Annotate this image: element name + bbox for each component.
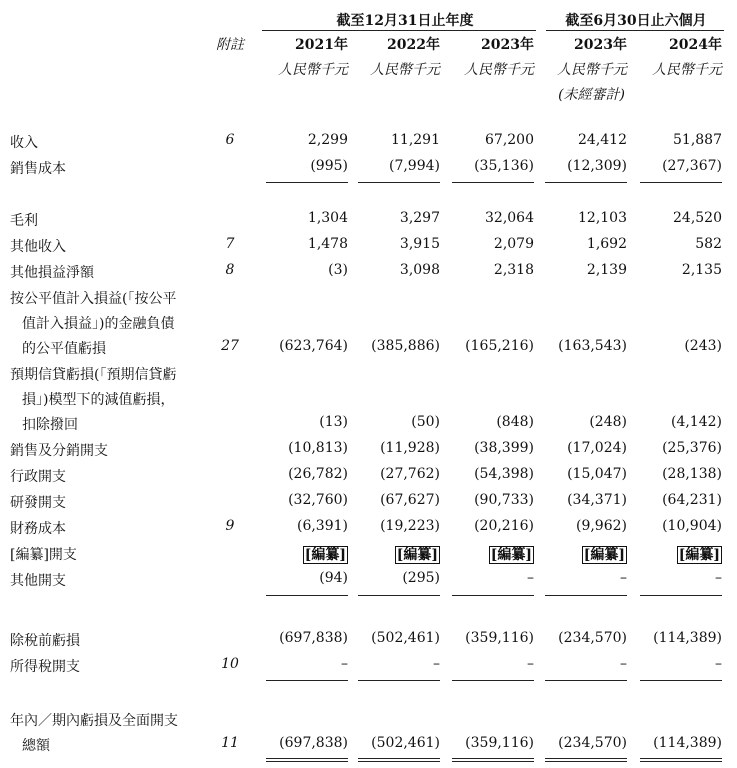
row-7-value-1: (11,928) (380, 440, 440, 456)
row-2-value-4: 24,520 (673, 210, 722, 226)
row-15-value-4: (114,389) (653, 735, 722, 752)
row-14-value-1: – (433, 656, 440, 672)
redacted-value: [編纂] (583, 547, 625, 563)
row-4-value-4: 2,135 (681, 262, 722, 278)
row-5-value-0: (623,764) (279, 338, 348, 355)
rule-row-12-col-1 (358, 595, 440, 596)
row-2-value-0: 1,304 (307, 210, 348, 226)
header-unaudited-note: (未經審計) (558, 87, 625, 103)
header-group-six-months: 截至6月30日止六個月 (565, 13, 707, 29)
row-0-value-0: 2,299 (307, 132, 348, 148)
row-label-8: 行政開支 (10, 469, 66, 485)
row-label-14: 所得稅開支 (10, 659, 80, 675)
row-note-3: 7 (225, 236, 235, 252)
header-year-1: 2022年 (387, 37, 440, 53)
row-15-value-0: (697,838) (279, 735, 348, 752)
row-10-value-4: (10,904) (662, 518, 722, 534)
rule-row-15-col-1 (358, 758, 440, 759)
row-12-value-3: – (620, 570, 627, 586)
row-11-value-4 (632, 544, 722, 564)
row-label-5-line-0: 按公平值計入損益(「按公平 (10, 291, 177, 307)
row-label-9: 研發開支 (10, 495, 66, 511)
row-15-value-3: (234,570) (558, 735, 627, 752)
rule-row-1-col-2 (452, 182, 534, 183)
row-label-15-line-0: 年內／期內虧損及全面開支 (10, 713, 178, 729)
row-11-value-1 (350, 544, 440, 564)
row-10-value-3: (9,962) (575, 518, 627, 534)
row-3-value-0: 1,478 (307, 236, 348, 252)
row-label-1: 銷售成本 (10, 161, 66, 177)
row-label-3: 其他收入 (10, 239, 66, 255)
row-label-5-line-1: 值計入損益」)的金融負債 (22, 316, 175, 333)
row-label-10: 財務成本 (10, 521, 66, 537)
row-0-value-4: 51,887 (673, 132, 722, 148)
header-unit-3: 人民幣千元 (557, 62, 627, 78)
header-year-0: 2021年 (295, 37, 348, 53)
row-9-value-1: (67,627) (380, 492, 440, 508)
row-2-value-2: 32,064 (485, 210, 534, 226)
header-unit-4: 人民幣千元 (652, 62, 722, 78)
row-14-value-2: – (527, 656, 534, 672)
header-unit-0: 人民幣千元 (278, 62, 348, 78)
rule-row-12-col-2 (452, 595, 534, 596)
row-label-6-line-2: 扣除撥回 (22, 417, 78, 434)
row-4-value-1: 3,098 (399, 262, 440, 278)
header-unit-1: 人民幣千元 (370, 62, 440, 78)
row-13-value-0: (697,838) (279, 630, 348, 646)
row-9-value-0: (32,760) (288, 492, 348, 508)
row-3-value-2: 2,079 (493, 236, 534, 252)
double-rule-col-3 (545, 761, 627, 762)
redacted-value: [編纂] (490, 547, 532, 563)
row-label-0: 收入 (10, 135, 38, 151)
row-13-value-4: (114,389) (653, 630, 722, 646)
row-10-value-1: (19,223) (380, 518, 440, 534)
row-0-value-2: 67,200 (485, 132, 534, 148)
row-13-value-2: (359,116) (465, 630, 534, 646)
row-6-value-1: (50) (411, 414, 440, 431)
row-12-value-0: (94) (319, 570, 348, 586)
header-unit-2: 人民幣千元 (464, 62, 534, 78)
rule-row-14-col-1 (358, 680, 440, 681)
row-2-value-1: 3,297 (399, 210, 440, 226)
row-8-value-3: (15,047) (567, 466, 627, 482)
rule-row-12-col-0 (266, 595, 348, 596)
row-10-value-2: (20,216) (474, 518, 534, 534)
redacted-value: [編纂] (678, 547, 720, 563)
row-5-value-2: (165,216) (465, 338, 534, 355)
row-label-7: 銷售及分銷開支 (10, 443, 108, 459)
row-11-value-0 (258, 544, 348, 564)
double-rule-col-1 (358, 761, 440, 762)
row-0-value-3: 24,412 (578, 132, 627, 148)
double-rule-col-2 (452, 761, 534, 762)
row-3-value-4: 582 (695, 236, 722, 252)
row-3-value-3: 1,692 (586, 236, 627, 252)
rule-row-14-col-3 (545, 680, 627, 681)
row-2-value-3: 12,103 (578, 210, 627, 226)
rule-row-15-col-2 (452, 758, 534, 759)
row-4-value-0: (3) (328, 262, 348, 278)
row-0-value-1: 11,291 (391, 132, 440, 148)
row-label-4: 其他損益淨額 (10, 265, 94, 281)
row-14-value-4: – (715, 656, 722, 672)
row-label-6-line-1: 損」)模型下的減值虧損， (22, 392, 175, 409)
row-note-4: 8 (225, 262, 235, 278)
row-9-value-4: (64,231) (662, 492, 722, 508)
double-rule-col-4 (640, 761, 722, 762)
header-year-3: 2023年 (574, 37, 627, 53)
row-6-value-4: (4,142) (670, 414, 722, 431)
row-7-value-0: (10,813) (288, 440, 348, 456)
row-note-5: 27 (221, 338, 239, 355)
row-9-value-2: (90,733) (474, 492, 534, 508)
rule-row-14-col-0 (266, 680, 348, 681)
rule-row-1-col-0 (266, 182, 348, 183)
header-group-fiscal-year-rule (262, 30, 536, 31)
row-15-value-2: (359,116) (465, 735, 534, 752)
rule-row-1-col-3 (545, 182, 627, 183)
row-5-value-4: (243) (684, 338, 722, 355)
rule-row-15-col-0 (266, 758, 348, 759)
row-4-value-2: 2,318 (493, 262, 534, 278)
redacted-value: [編纂] (304, 547, 346, 563)
row-1-value-1: (7,994) (388, 158, 440, 174)
row-7-value-2: (38,399) (474, 440, 534, 456)
rule-row-15-col-4 (640, 758, 722, 759)
rule-row-14-col-2 (452, 680, 534, 681)
row-1-value-0: (995) (310, 158, 348, 174)
row-12-value-4: – (715, 570, 722, 586)
double-rule-col-0 (266, 761, 348, 762)
row-15-value-1: (502,461) (371, 735, 440, 752)
row-6-value-0: (13) (319, 414, 348, 431)
rule-row-12-col-4 (640, 595, 722, 596)
header-group-six-months-rule (546, 30, 724, 31)
row-8-value-0: (26,782) (288, 466, 348, 482)
rule-row-1-col-4 (640, 182, 722, 183)
row-label-15-line-1: 總額 (22, 738, 50, 755)
header-group-fiscal-year: 截至12月31日止年度 (336, 13, 474, 29)
row-13-value-3: (234,570) (558, 630, 627, 646)
row-7-value-4: (25,376) (662, 440, 722, 456)
row-label-12: 其他開支 (10, 573, 66, 589)
row-label-5-line-2: 的公平值虧損 (22, 341, 106, 358)
row-14-value-3: – (620, 656, 627, 672)
redacted-value: [編纂] (396, 547, 438, 563)
row-1-value-4: (27,367) (662, 158, 722, 174)
row-6-value-2: (848) (496, 414, 534, 431)
row-9-value-3: (34,371) (567, 492, 627, 508)
row-10-value-0: (6,391) (296, 518, 348, 534)
row-note-14: 10 (221, 656, 239, 672)
row-note-15: 11 (221, 735, 239, 752)
row-5-value-3: (163,543) (558, 338, 627, 355)
row-8-value-1: (27,762) (380, 466, 440, 482)
header-note-label: 附註 (216, 37, 244, 53)
row-1-value-2: (35,136) (474, 158, 534, 174)
row-3-value-1: 3,915 (399, 236, 440, 252)
row-14-value-0: – (341, 656, 348, 672)
row-12-value-1: (295) (402, 570, 440, 586)
row-12-value-2: – (527, 570, 534, 586)
row-note-0: 6 (225, 132, 235, 148)
row-5-value-1: (385,886) (371, 338, 440, 355)
row-8-value-4: (28,138) (662, 466, 722, 482)
row-7-value-3: (17,024) (567, 440, 627, 456)
row-note-10: 9 (225, 518, 235, 534)
row-label-2: 毛利 (10, 213, 38, 229)
header-year-4: 2024年 (669, 37, 722, 53)
row-6-value-3: (248) (589, 414, 627, 431)
row-4-value-3: 2,139 (586, 262, 627, 278)
row-8-value-2: (54,398) (474, 466, 534, 482)
row-label-13: 除稅前虧損 (10, 633, 80, 649)
row-label-11: [編纂]開支 (10, 547, 77, 563)
rule-row-12-col-3 (545, 595, 627, 596)
header-year-2: 2023年 (481, 37, 534, 53)
row-label-6-line-0: 預期信貸虧損(「預期信貸虧 (10, 367, 177, 383)
rule-row-15-col-3 (545, 758, 627, 759)
row-1-value-3: (12,309) (567, 158, 627, 174)
row-13-value-1: (502,461) (371, 630, 440, 646)
row-11-value-3 (537, 544, 627, 564)
row-11-value-2 (444, 544, 534, 564)
rule-row-1-col-1 (358, 182, 440, 183)
rule-row-14-col-4 (640, 680, 722, 681)
